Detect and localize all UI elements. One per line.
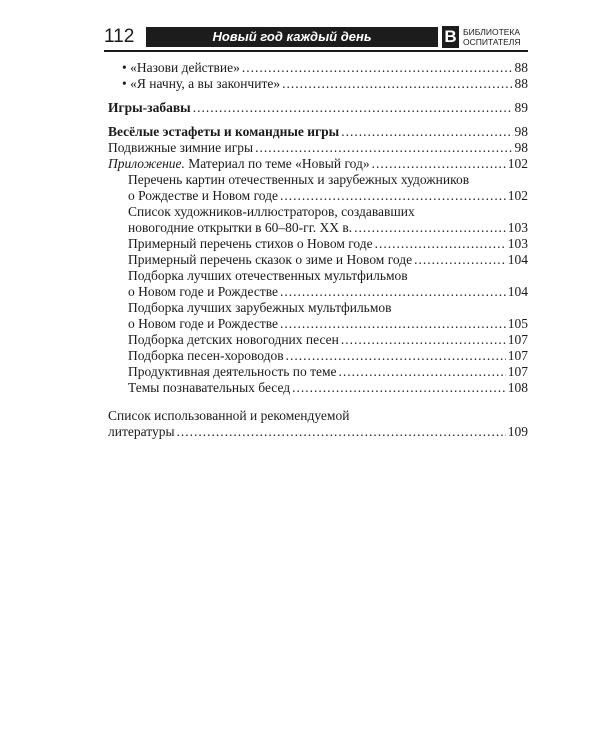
toc-entry-title-line1: Подборка лучших зарубежных мультфильмов xyxy=(128,300,392,315)
toc-page-number: 103 xyxy=(507,220,528,235)
toc-entry xyxy=(128,172,528,204)
leader-dots xyxy=(375,236,506,252)
leader-dots xyxy=(339,364,506,380)
toc-entry-title: Материал по теме «Новый год» xyxy=(188,156,370,171)
toc-page-number: 102 xyxy=(507,156,528,171)
toc-entry xyxy=(122,76,528,92)
toc-entry-title: новогодние открытки в 60–80-гг. XX в. xyxy=(128,220,353,235)
toc-entry xyxy=(128,380,528,396)
toc-entry xyxy=(108,140,528,156)
leader-dots xyxy=(242,60,513,76)
toc-entry-title: «Назови действие» xyxy=(130,60,240,75)
toc-entry-title: о Рождестве и Новом годе xyxy=(128,188,279,203)
toc-page-number: 88 xyxy=(514,60,528,75)
series-logo xyxy=(442,26,528,48)
bullet: • xyxy=(122,60,127,75)
toc-entry xyxy=(128,332,528,348)
bullet: • xyxy=(122,76,127,91)
toc-page-number: 103 xyxy=(507,236,528,251)
leader-dots xyxy=(280,316,506,332)
leader-dots xyxy=(280,284,506,300)
toc-page-number: 102 xyxy=(507,188,528,203)
series-logo-text xyxy=(463,27,520,47)
toc-entry-title: Подборка детских новогодних песен xyxy=(128,332,339,347)
toc-entry-title: Темы познавательных бесед xyxy=(128,380,291,395)
toc-entry-title: «Я начну, а вы закончите» xyxy=(130,76,281,91)
toc-entry-title: Примерный перечень стихов о Новом годе xyxy=(128,236,373,251)
page-number: 112 xyxy=(104,26,135,47)
toc-page-number: 104 xyxy=(507,284,528,299)
toc-page-number: 107 xyxy=(507,364,528,379)
toc-entry xyxy=(122,60,528,76)
toc-entry-title: литературы xyxy=(108,424,175,439)
toc-page-number: 98 xyxy=(514,124,528,139)
leader-dots xyxy=(414,252,506,268)
table-of-contents xyxy=(108,60,528,440)
toc-entry-title: Весёлые эстафеты и командные игры xyxy=(108,124,340,139)
toc-entry xyxy=(128,300,528,332)
toc-entry xyxy=(128,204,528,236)
toc-entry xyxy=(108,156,528,172)
toc-entry-title-line1: Список использованной и рекомендуемой xyxy=(108,408,350,423)
toc-page-number: 109 xyxy=(507,424,528,439)
leader-dots xyxy=(372,156,506,172)
toc-entry-title: о Новом годе и Рождестве xyxy=(128,284,279,299)
series-logo-line1: БИБЛИОТЕКА xyxy=(463,27,521,37)
book-title-bar: Новый год каждый день xyxy=(146,27,438,47)
toc-entry xyxy=(128,268,528,300)
leader-dots xyxy=(341,124,512,140)
header-rule xyxy=(104,50,528,52)
toc-entry xyxy=(128,252,528,268)
toc-page-number: 105 xyxy=(507,316,528,331)
toc-entry-title-line1: Подборка лучших отечественных мультфильмов xyxy=(128,268,408,283)
toc-entry-title: Примерный перечень сказок о зиме и Новом годе xyxy=(128,252,413,267)
leader-dots xyxy=(255,140,512,156)
toc-page-number: 89 xyxy=(514,100,528,115)
toc-page-number: 108 xyxy=(507,380,528,395)
toc-entry-title: Игры-забавы xyxy=(108,100,191,115)
toc-page-number: 107 xyxy=(507,332,528,347)
toc-entry xyxy=(128,236,528,252)
series-logo-line2: ОСПИТАТЕЛЯ xyxy=(463,37,521,47)
leader-dots xyxy=(354,220,506,236)
leader-dots xyxy=(193,100,513,116)
toc-entry xyxy=(108,124,528,140)
leader-dots xyxy=(177,424,506,440)
toc-page-number: 88 xyxy=(514,76,528,91)
toc-entry-title: Подвижные зимние игры xyxy=(108,140,254,155)
toc-entry-title: о Новом годе и Рождестве xyxy=(128,316,279,331)
leader-dots xyxy=(286,348,506,364)
toc-entry xyxy=(128,364,528,380)
series-logo-letter: B xyxy=(442,26,459,48)
leader-dots xyxy=(280,188,506,204)
toc-entry xyxy=(108,100,528,116)
toc-entry xyxy=(128,348,528,364)
toc-entry-title: Продуктивная деятельность по теме xyxy=(128,364,337,379)
leader-dots xyxy=(292,380,506,396)
toc-entry-title-line1: Перечень картин отечественных и зарубежных художников xyxy=(128,172,470,187)
toc-page-number: 107 xyxy=(507,348,528,363)
leader-dots xyxy=(282,76,512,92)
toc-entry xyxy=(108,408,528,440)
toc-entry-title-line1: Список художников-иллюстраторов, создававших xyxy=(128,204,415,219)
toc-page-number: 98 xyxy=(514,140,528,155)
running-header xyxy=(104,25,528,49)
toc-entry-title: Подборка песен-хороводов xyxy=(128,348,284,363)
toc-page-number: 104 xyxy=(507,252,528,267)
leader-dots xyxy=(341,332,506,348)
appendix-label: Приложение. xyxy=(108,156,185,171)
